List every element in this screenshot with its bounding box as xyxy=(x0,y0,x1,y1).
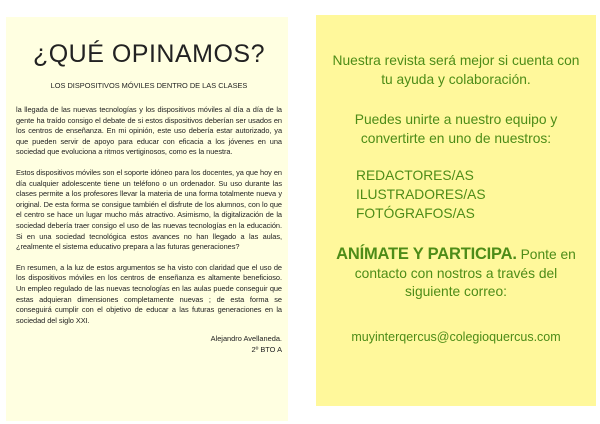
join-text: Puedes unirte a nuestro equipo y convertirte en uno de nuestros: xyxy=(354,112,558,146)
role-item: ILUSTRADORES/AS xyxy=(356,186,486,202)
article-paragraph: En resumen, a la luz de estos argumentos se ha visto con claridad que el uso de los dispositivos móviles en los centros de enseñanza es altamente beneficioso. Un empleo regulado de las nuevas tecnologías en las aulas puede conseguir que estas adquieran dimensiones completamente nuevas ; de esta forma se conseguirá cumplir con el objetivo de educar a las futuras generaciones en la sociedad del siglo XXI. xyxy=(16,262,282,325)
call-to-action xyxy=(326,245,586,302)
roles-list xyxy=(356,167,586,223)
article-subtitle: LOS DISPOSITIVOS MÓVILES DENTRO DE LAS CLASES xyxy=(50,81,248,90)
opinion-article xyxy=(6,17,288,421)
collaboration-panel xyxy=(316,15,596,406)
article-paragraph: la llegada de las nuevas tecnologías y los dispositivos móviles al día a día de la gente ha traído consigo el debate de si estos dispositivos deberían ser usados en los centros de enseñanza. En mi opinión, este uso debería estar autorizado, ya que pueden servir de apoyo para educar con eficacia a los jóvenes en una sociedad que evoluciona a ritmos vertiginosos, como es la nuestra. xyxy=(16,105,282,157)
cta-text: Ponte en contacto con nostros a través del siguiente correo: xyxy=(354,247,576,300)
author-name: Alejandro Avellaneda. xyxy=(210,334,282,344)
contact-email-link[interactable]: muyinterqercus@colegioquercus.com xyxy=(351,329,561,344)
cta-heading: ANÍMATE Y PARTICIPA. xyxy=(336,245,517,264)
intro-text: Nuestra revista será mejor si cuenta con tu ayuda y colaboración. xyxy=(332,53,580,87)
role-item: FOTÓGRAFOS/AS xyxy=(356,205,475,221)
role-item: REDACTORES/AS xyxy=(356,168,474,184)
author-grade: 2º BTO A xyxy=(251,344,282,354)
article-title: ¿QUÉ OPINAMOS? xyxy=(32,40,266,68)
article-paragraph: Estos dispositivos móviles son el soporte idóneo para los docentes, ya que hoy en día cualquier adolescente tiene un teléfono o un ordenador. Su uso durante las clases permite a los profesores llevar la materia de una forma totalmente nueva y original. De esta forma se consigue también el disfrute de los alumnos, con lo que el centro se hace un lugar mucho más atractivo. Asimismo, la digitalización de la sociedad debería traer consigo el uso de las nuevas tecnologías en la educación. Si en una sociedad tecnológica estos avances no han llegado a las aulas, ¿realmente el sistema educativo prepara a las futuras generaciones? xyxy=(16,167,282,252)
article-signature xyxy=(16,334,282,355)
